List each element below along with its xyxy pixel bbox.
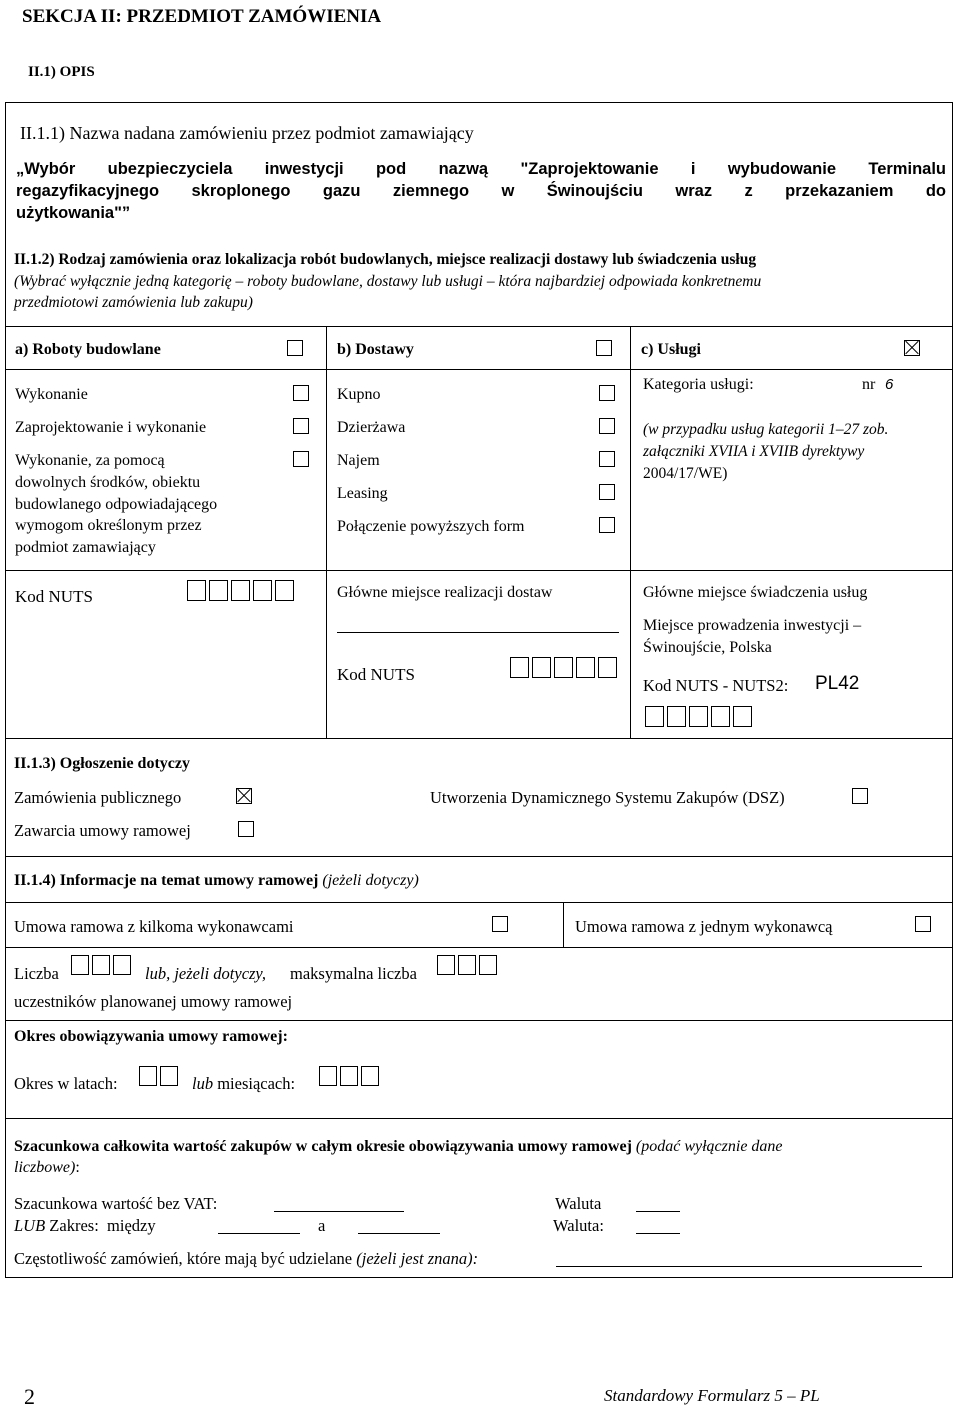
currency-label: Waluta xyxy=(555,1194,602,1213)
s113-heading: II.1.3) Ogłoszenie dotyczy xyxy=(14,755,190,772)
value-excl-vat-label: Szacunkowa wartość bez VAT: xyxy=(14,1194,218,1213)
supplies-place-line[interactable] xyxy=(337,632,619,633)
services-category-nr-label: nr xyxy=(862,376,876,393)
participants-max-label: maksymalna liczba xyxy=(290,964,417,983)
period-months-label: miesiącach: xyxy=(217,1074,296,1093)
s111-heading: II.1.1) Nazwa nadana zamówieniu przez podmiot zamawiający xyxy=(20,123,474,143)
services-nuts-label: Kod NUTS - NUTS2: xyxy=(643,676,789,695)
supplies-place-label: Główne miejsce realizacji dostaw xyxy=(337,584,553,601)
divider xyxy=(6,947,952,948)
supplies-title: b) Dostawy xyxy=(337,341,414,358)
supplies-nuts-label: Kod NUTS xyxy=(337,665,415,684)
works-option-checkbox[interactable] xyxy=(293,451,309,467)
services-place-label: Główne miejsce świadczenia usług xyxy=(643,584,868,601)
column-divider xyxy=(326,326,327,738)
services-note: 2004/17/WE) xyxy=(643,465,728,482)
s112-note-line1: (Wybrać wyłącznie jedną kategorię – roboty budowlane, dostawy lub usługi – która najbardziej odpowiada konkretnemu xyxy=(14,273,762,290)
form-name: Standardowy Formularz 5 – PL xyxy=(604,1386,820,1405)
period-months-boxes[interactable] xyxy=(319,1066,379,1086)
s114-heading-note: (jeżeli dotyczy) xyxy=(322,872,419,889)
column-divider xyxy=(630,326,631,738)
supplies-option-checkbox[interactable] xyxy=(599,418,615,434)
s111-line1: „Wybór ubezpieczyciela inwestycji pod nazwą "Zaprojektowanie i wybudowanie Terminalu xyxy=(16,160,946,178)
divider xyxy=(6,369,952,370)
total-value-note-tail: : xyxy=(75,1159,80,1176)
supplies-option-label: Połączenie powyższych form xyxy=(337,518,525,535)
frequency-line[interactable] xyxy=(556,1266,922,1267)
services-checkbox[interactable] xyxy=(904,340,920,356)
services-nuts-boxes[interactable] xyxy=(645,706,752,727)
period-years-label: Okres w latach: xyxy=(14,1074,118,1093)
participants-count-label: Liczba xyxy=(14,964,59,983)
divider xyxy=(6,1118,952,1119)
services-nuts-value: PL42 xyxy=(815,673,860,694)
total-value-note: liczbowe) xyxy=(14,1159,76,1176)
supplies-checkbox[interactable] xyxy=(596,340,612,356)
participants-or-label: lub, jeżeli dotyczy, xyxy=(145,964,266,983)
services-title: c) Usługi xyxy=(641,341,701,358)
currency-line[interactable] xyxy=(636,1211,680,1212)
services-place-line1: Miejsce prowadzenia inwestycji – xyxy=(643,617,862,634)
works-option-label: podmiot zamawiający xyxy=(15,539,156,556)
divider xyxy=(6,1020,952,1021)
works-option-label: dowolnych środków, obiektu xyxy=(15,474,201,491)
currency2-line[interactable] xyxy=(636,1233,680,1234)
subsection-title: II.1) OPIS xyxy=(28,64,95,80)
frequency-label: Częstotliwość zamówień, które mają być udzielane xyxy=(14,1249,353,1268)
works-option-checkbox[interactable] xyxy=(293,385,309,401)
works-option-label: Zaprojektowanie i wykonanie xyxy=(15,419,207,436)
frequency-row xyxy=(14,1249,478,1269)
period-heading: Okres obowiązywania umowy ramowej: xyxy=(14,1028,288,1045)
services-note: załączniki XVIIA i XVIIB dyrektywy xyxy=(643,443,865,460)
s114-heading: II.1.4) Informacje na temat umowy ramowej xyxy=(14,872,319,889)
s114-heading-row xyxy=(14,872,419,890)
services-note: (w przypadku usług kategorii 1–27 zob. xyxy=(643,421,889,438)
period-months-row xyxy=(192,1074,295,1094)
s112-note-line2: przedmiotowi zamówienia lub zakupu) xyxy=(14,294,253,311)
works-option-label: wymogom określonym przez xyxy=(15,517,202,534)
supplies-option-checkbox[interactable] xyxy=(599,385,615,401)
section-title: SEKCJA II: PRZEDMIOT ZAMÓWIENIA xyxy=(22,6,382,27)
services-category-label: Kategoria usługi: xyxy=(643,376,754,393)
dsz-label: Utworzenia Dynamicznego Systemu Zakupów (DSZ) xyxy=(430,788,785,807)
range-to-line[interactable] xyxy=(358,1233,440,1234)
total-value-note: (podać wyłącznie dane xyxy=(635,1138,783,1155)
supplies-option-label: Najem xyxy=(337,452,380,469)
period-years-boxes[interactable] xyxy=(139,1066,178,1086)
works-option-label: budowlanego odpowiadającego xyxy=(15,496,218,513)
one-contractor-label: Umowa ramowa z jednym wykonawcą xyxy=(575,917,833,936)
divider xyxy=(6,326,952,327)
works-option-checkbox[interactable] xyxy=(293,418,309,434)
range-from-line[interactable] xyxy=(218,1233,300,1234)
range-from-label: między xyxy=(107,1216,156,1235)
public-contract-label: Zamówienia publicznego xyxy=(14,788,182,807)
works-title: a) Roboty budowlane xyxy=(15,341,161,358)
total-value-heading: Szacunkowa całkowita wartość zakupów w całym okresie obowiązywania umowy ramowej xyxy=(14,1138,632,1155)
column-divider xyxy=(563,902,564,947)
s111-line3: użytkowania"” xyxy=(16,204,131,222)
participants-max-boxes[interactable] xyxy=(437,955,497,975)
many-contractors-label: Umowa ramowa z kilkoma wykonawcami xyxy=(14,917,294,936)
works-nuts-label: Kod NUTS xyxy=(15,587,93,606)
supplies-option-label: Leasing xyxy=(337,485,388,502)
public-contract-checkbox[interactable] xyxy=(236,788,252,804)
framework-agreement-label: Zawarcia umowy ramowej xyxy=(14,821,191,840)
supplies-option-label: Dzierżawa xyxy=(337,419,406,436)
many-contractors-checkbox[interactable] xyxy=(492,916,508,932)
supplies-option-label: Kupno xyxy=(337,386,381,403)
supplies-nuts-boxes[interactable] xyxy=(510,657,617,678)
divider xyxy=(6,738,952,739)
range-label: Zakres: xyxy=(49,1216,99,1235)
page-number: 2 xyxy=(24,1384,35,1409)
works-checkbox[interactable] xyxy=(287,340,303,356)
supplies-option-checkbox[interactable] xyxy=(599,484,615,500)
period-or-label: lub xyxy=(192,1074,214,1093)
range-row xyxy=(14,1216,156,1236)
total-value-heading-row xyxy=(14,1138,783,1156)
s112-heading: II.1.2) Rodzaj zamówienia oraz lokalizacja robót budowlanych, miejsce realizacji dostawy lub świadczenia usług xyxy=(14,251,757,268)
supplies-option-checkbox[interactable] xyxy=(599,451,615,467)
total-value-note-row xyxy=(14,1159,80,1177)
services-place-line2: Świnoujście, Polska xyxy=(643,639,772,656)
works-option-label: Wykonanie, za pomocą xyxy=(15,452,165,469)
dsz-checkbox[interactable] xyxy=(852,788,868,804)
s111-line2: regazyfikacyjnego skroplonego gazu ziemnego w Świnoujściu wraz z przekazaniem do xyxy=(16,182,946,200)
value-excl-vat-line[interactable] xyxy=(274,1211,404,1212)
framework-agreement-checkbox[interactable] xyxy=(238,821,254,837)
works-nuts-boxes[interactable] xyxy=(187,580,294,601)
divider xyxy=(6,902,952,903)
one-contractor-checkbox[interactable] xyxy=(915,916,931,932)
services-category-number[interactable]: 6 xyxy=(885,376,894,393)
currency2-label: Waluta: xyxy=(553,1216,604,1235)
frequency-note: (jeżeli jest znana): xyxy=(356,1249,479,1268)
divider xyxy=(6,856,952,857)
or-label: LUB xyxy=(14,1216,46,1235)
supplies-option-checkbox[interactable] xyxy=(599,517,615,533)
participants-count-boxes[interactable] xyxy=(71,955,131,975)
divider xyxy=(6,570,952,571)
range-and-label: a xyxy=(318,1216,326,1235)
participants-line2: uczestników planowanej umowy ramowej xyxy=(14,992,293,1011)
works-option-label: Wykonanie xyxy=(15,386,88,403)
